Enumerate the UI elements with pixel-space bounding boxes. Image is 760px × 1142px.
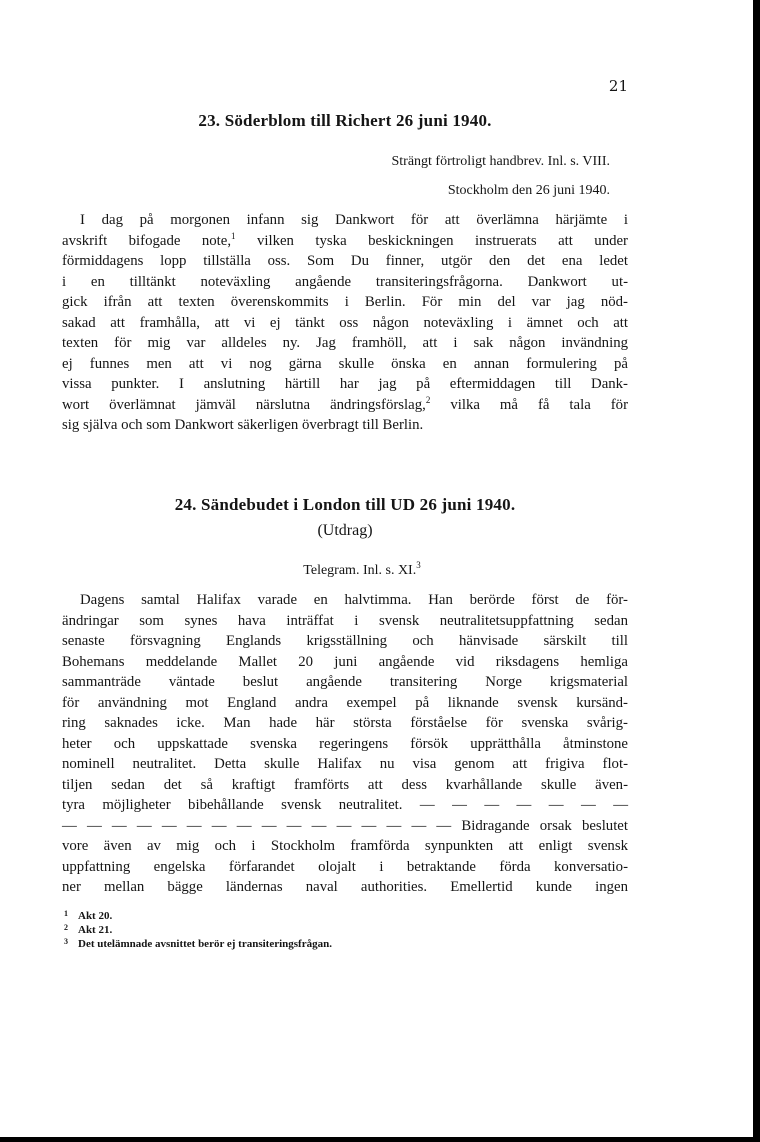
text-line: tyra möjligheter bibehållande svensk neutralitet. — — — — — — — xyxy=(62,797,628,813)
document-24-subheading: (Utdrag) xyxy=(317,522,373,539)
text-line: förmiddagens lopp tillställa oss. Som Du finner, utgör den det ena ledet xyxy=(62,253,628,269)
text-line: — — — — — — — — — — — — — — — — Bidragande orsak beslutet xyxy=(62,817,628,834)
text-line: I dag på morgonen infann sig Dankwort för att överlämna härjämte i xyxy=(80,212,628,228)
text-line: tiljen sedan det så kraftigt framförts att dess kvarhållande skulle även- xyxy=(62,776,628,793)
document-23-meta: Strängt förtroligt handbrev. Inl. s. VIII. xyxy=(391,154,610,169)
document-24-body xyxy=(62,590,628,898)
text-line: vissa punkter. I anslutning härtill har jag på eftermiddagen till Dank- xyxy=(62,376,628,392)
text-line: heter och uppskattade svenska regeringens försök upprätthålla åtminstone xyxy=(62,735,628,752)
text-line: sammanträde väntade beslut angående transitering Norge krigsmaterial xyxy=(62,674,628,690)
page-number: 21 xyxy=(608,77,628,95)
text-line: avskrift bifogade note,$^1$ vilken tyska beskickningen instruerats att under xyxy=(62,230,628,249)
text-line: i en tilltänkt noteväxling angående transiteringsfrågorna. Dankwort ut- xyxy=(62,273,628,290)
document-23-dateline: Stockholm den 26 juni 1940. xyxy=(447,183,610,198)
footnote: 2 Akt 21. xyxy=(64,923,113,936)
text-line: senaste försvagning Englands krigsställning och hänvisade särskilt till xyxy=(62,633,628,649)
footnote-ref: 3 xyxy=(416,560,421,570)
text-line: för användning mot England andra exempel på liknande svensk kursänd- xyxy=(62,694,628,711)
text-line: nominell neutralitet. Detta skulle Halifax nu visa genom att frigiva flot- xyxy=(62,756,628,772)
text-line: ej funnes men att vi nog gärna skulle önska en annan formulering på xyxy=(62,355,628,372)
text-line: vore även av mig och i Stockholm framförda synpunkten att enligt svensk xyxy=(62,838,628,854)
text-line: texten för mig var alldeles ny. Jag framhöll, att i sak någon invändning xyxy=(62,335,628,351)
footnote: 3 Det utelämnade avsnittet berör ej transiteringsfrågan. xyxy=(64,937,332,950)
document-23-heading: 23. Söderblom till Richert 26 juni 1940. xyxy=(198,111,492,130)
text-line: uppfattning engelska förfarandet olojalt i betraktande förda konversatio- xyxy=(62,858,628,875)
text-line: gick ifrån att texten överenskommits i Berlin. För min del var jag nöd- xyxy=(62,294,628,310)
text-line: ner mellan bägge ländernas naval authorities. Emellertid kunde ingen xyxy=(62,879,628,895)
text-line: ändringar som synes hava inträffat i svensk neutralitetsuppfattning sedan xyxy=(62,612,628,629)
scan-edge-right xyxy=(753,0,760,1142)
footnote-ref: 2 xyxy=(425,394,431,405)
document-23-body xyxy=(62,210,628,436)
text-line: Dagens samtal Halifax varade en halvtimma. Han berörde först de för- xyxy=(80,592,628,608)
text-line: Bohemans meddelande Mallet 20 juni angående vid riksdagens hemliga xyxy=(62,653,628,670)
text-line: ring saknades icke. Man hade här största förståelse för svenska svårig- xyxy=(62,715,628,731)
text-line: sakad att framhålla, att vi ej tänkt oss någon noteväxling i ämnet och att xyxy=(62,314,628,331)
text-line: wort överlämnat jämväl närslutna ändringsförslag,$^2$ vilka må få tala för xyxy=(62,394,628,413)
document-24-meta: Telegram. Inl. s. XI.$^3$ xyxy=(303,560,421,578)
text-line: sig själva och som Dankwort säkerligen överbragt till Berlin. xyxy=(62,417,424,433)
scan-edge-bottom xyxy=(0,1137,760,1142)
footnotes xyxy=(64,908,332,950)
document-24-heading: 24. Sändebudet i London till UD 26 juni 1940. xyxy=(174,495,516,514)
footnote-ref: 1 xyxy=(231,230,236,241)
footnote: 1 Akt 20. xyxy=(64,909,113,922)
